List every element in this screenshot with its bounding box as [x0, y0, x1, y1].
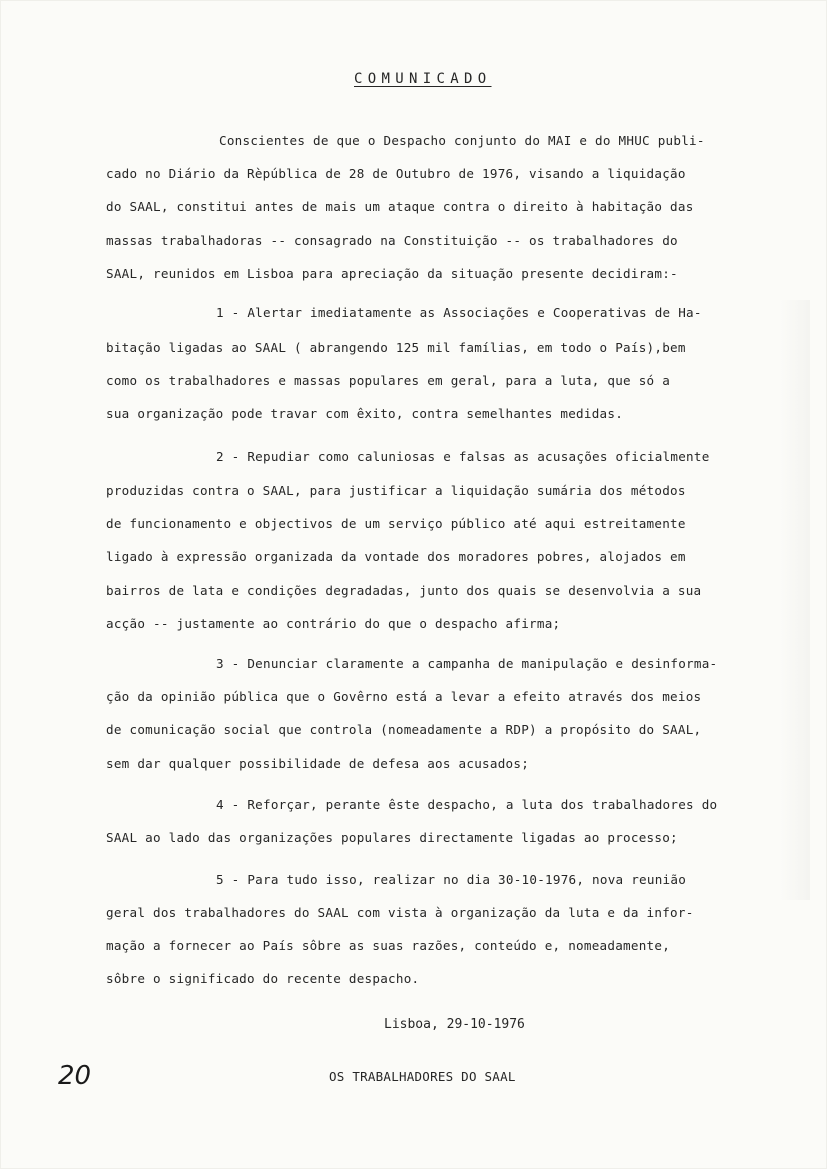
text-line: sua organização pode travar com êxito, contra semelhantes medidas. [106, 406, 624, 421]
text-line: SAAL, reunidos em Lisboa para apreciação da situação presente decidiram:- [106, 266, 678, 281]
text-line: geral dos trabalhadores do SAAL com vista à organização da luta e da infor- [106, 905, 694, 920]
text-line: ção da opinião pública que o Govêrno está a levar a efeito através dos meios [106, 689, 702, 704]
text-line: 5 - Para tudo isso, realizar no dia 30-10-1976, nova reunião [216, 872, 687, 887]
paper-shading [780, 300, 810, 900]
document-title: COMUNICADO [354, 71, 492, 87]
text-line: do SAAL, constitui antes de mais um ataque contra o direito à habitação das [106, 199, 694, 214]
text-line: Conscientes de que o Despacho conjunto do MAI e do MHUC publi- [219, 133, 705, 148]
text-line: 2 - Repudiar como caluniosas e falsas as acusações oficialmente [216, 449, 710, 464]
text-line: 1 - Alertar imediatamente as Associações e Cooperativas de Ha- [216, 305, 702, 320]
text-line: bitação ligadas ao SAAL ( abrangendo 125 mil famílias, em todo o País),bem [106, 340, 686, 355]
text-line: bairros de lata e condições degradadas, junto dos quais se desenvolvia a sua [106, 583, 702, 598]
text-line: 3 - Denunciar claramente a campanha de manipulação e desinforma- [216, 656, 718, 671]
text-line: cado no Diário da Rèpública de 28 de Outubro de 1976, visando a liquidação [106, 166, 686, 181]
text-line: massas trabalhadoras -- consagrado na Constituição -- os trabalhadores do [106, 233, 678, 248]
text-line: de comunicação social que controla (nomeadamente a RDP) a propósito do SAAL, [106, 722, 702, 737]
text-line: ligado à expressão organizada da vontade dos moradores pobres, alojados em [106, 549, 686, 564]
text-line: produzidas contra o SAAL, para justificar a liquidação sumária dos métodos [106, 483, 686, 498]
text-line: 4 - Reforçar, perante êste despacho, a luta dos trabalhadores do [216, 797, 718, 812]
text-line: acção -- justamente ao contrário do que o despacho afirma; [106, 616, 561, 631]
text-line: como os trabalhadores e massas populares em geral, para a luta, que só a [106, 373, 671, 388]
text-line: sôbre o significado do recente despacho. [106, 971, 420, 986]
signature: OS TRABALHADORES DO SAAL [329, 1069, 516, 1084]
place-date: Lisboa, 29-10-1976 [384, 1017, 525, 1032]
text-line: de funcionamento e objectivos de um serviço público até aqui estreitamente [106, 516, 686, 531]
text-line: sem dar qualquer possibilidade de defesa aos acusados; [106, 756, 530, 771]
text-line: mação a fornecer ao País sôbre as suas razões, conteúdo e, nomeadamente, [106, 938, 671, 953]
text-line: SAAL ao lado das organizações populares directamente ligadas ao processo; [106, 830, 678, 845]
page-number: 20 [58, 1061, 92, 1091]
